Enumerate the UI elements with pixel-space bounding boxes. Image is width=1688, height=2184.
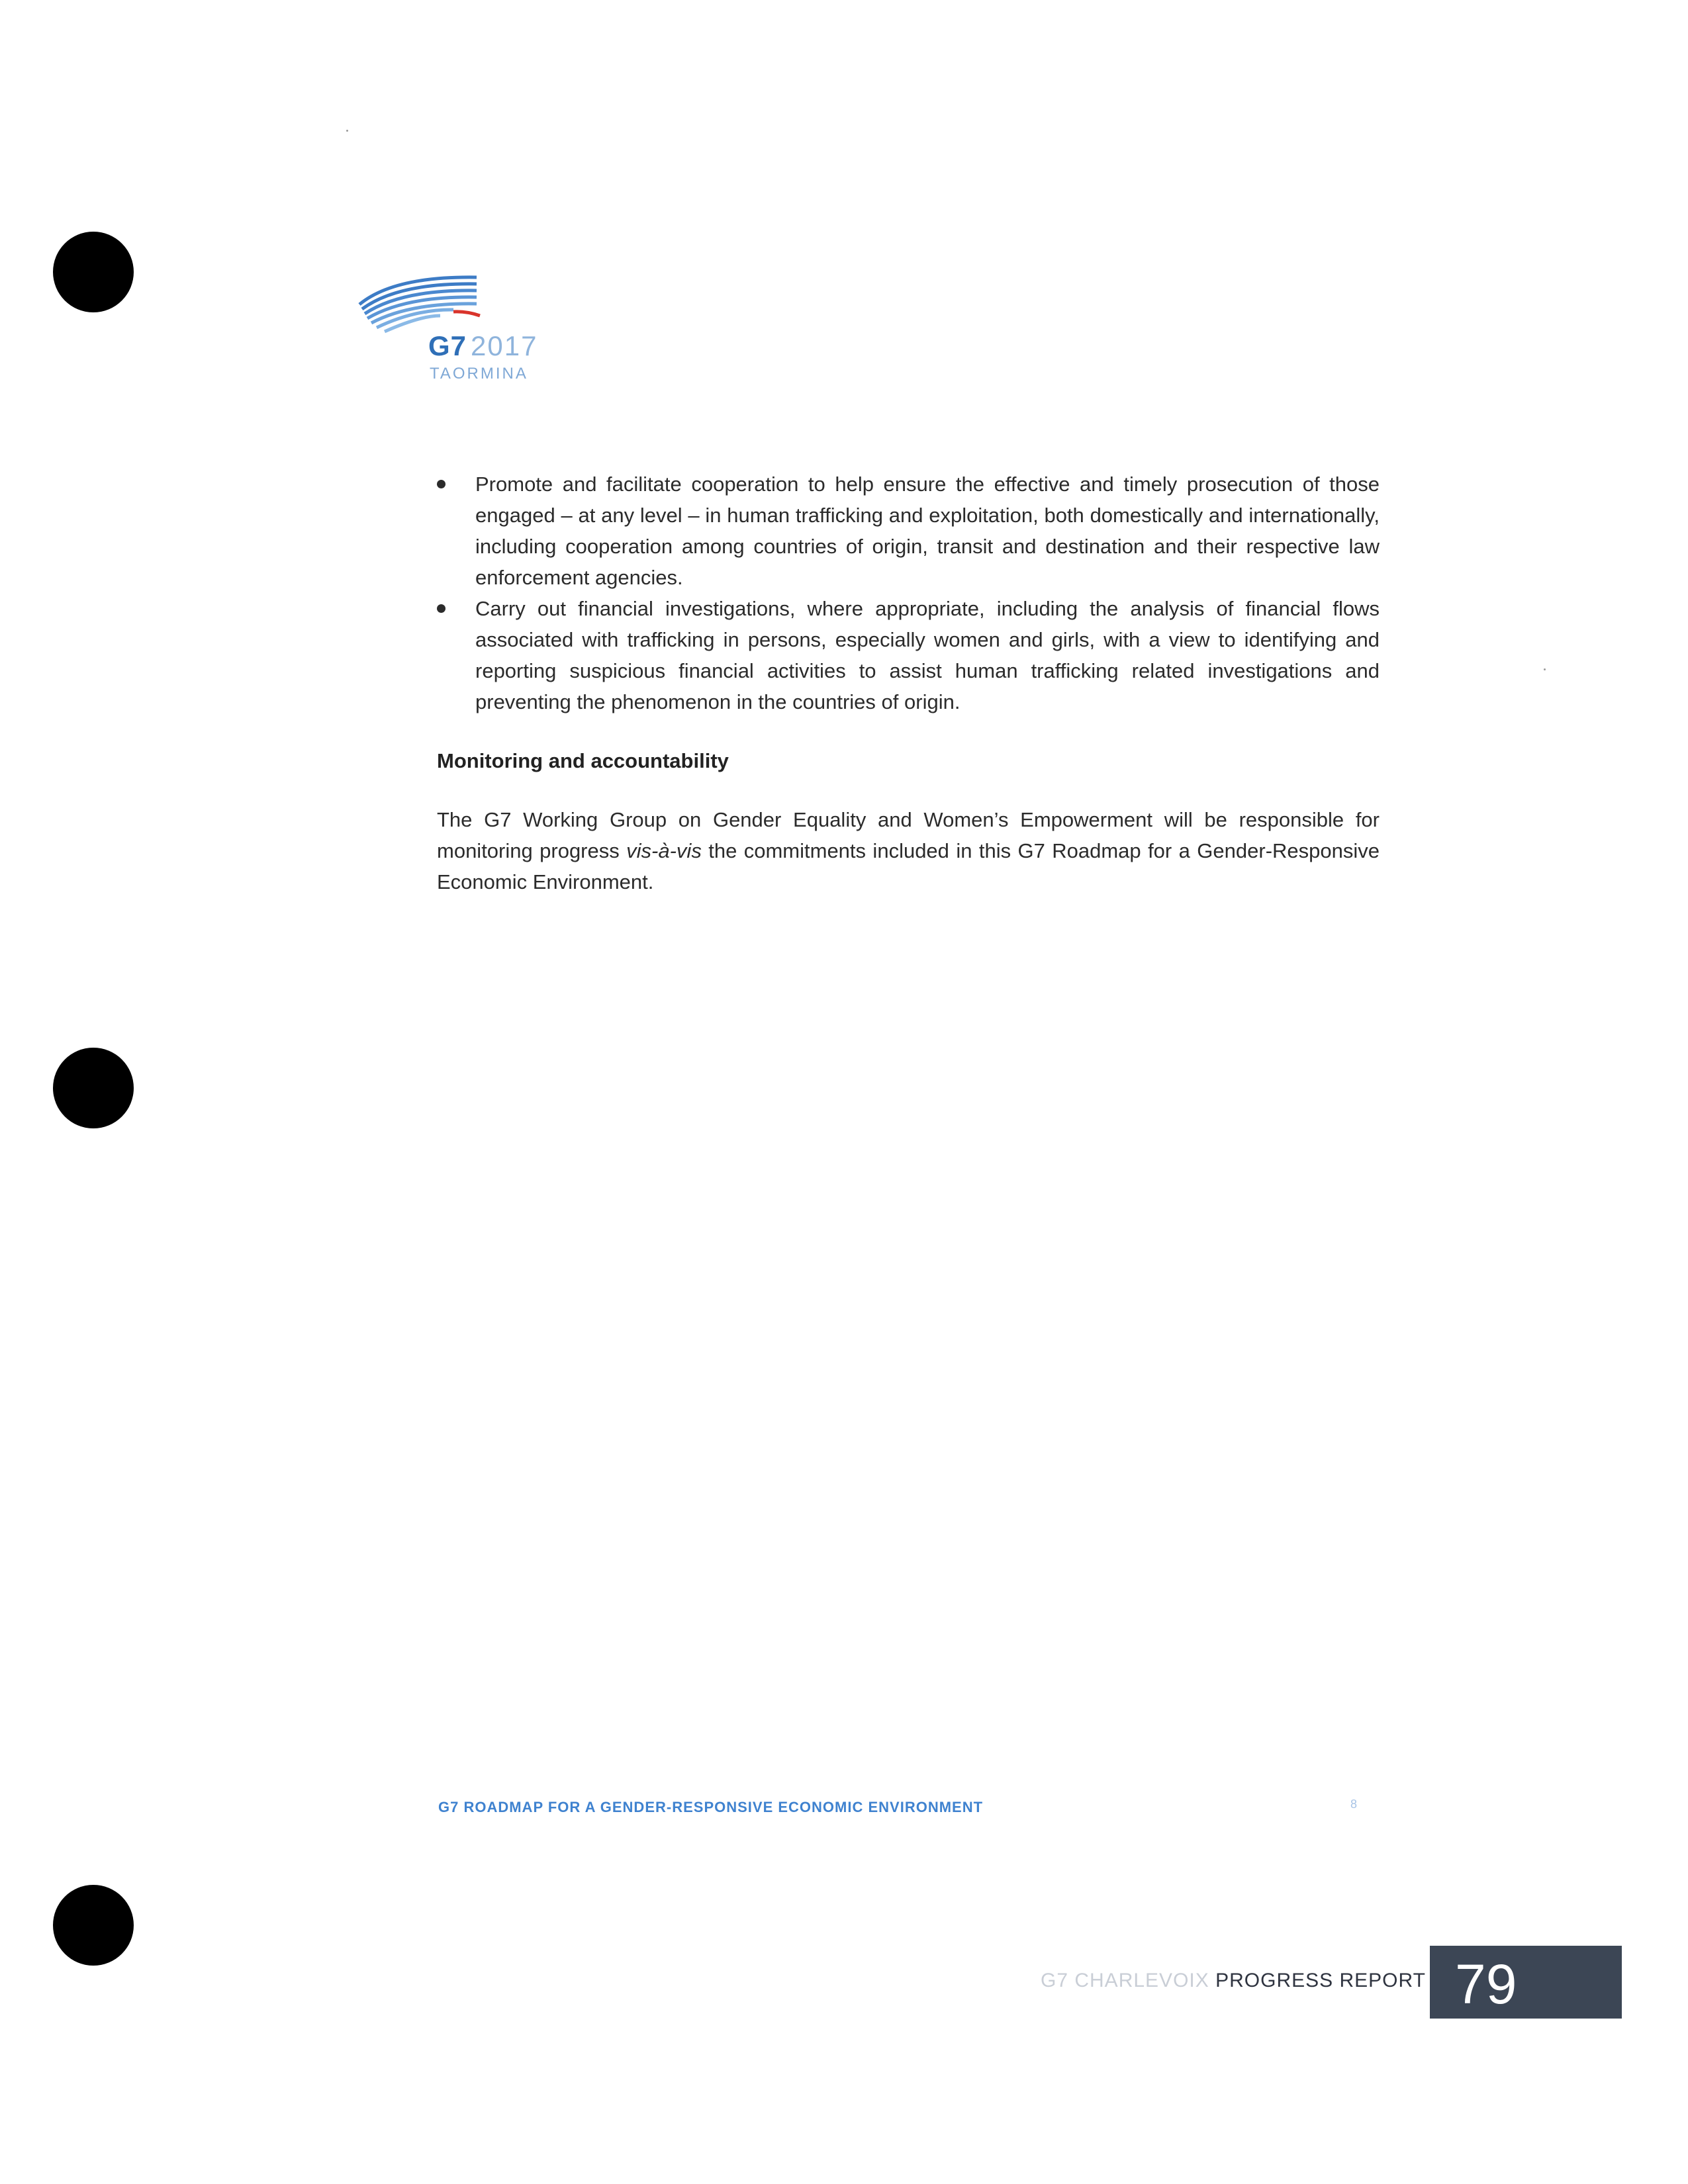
list-item-text: Promote and facilitate cooperation to help ensure the effective and timely prosecution of those engaged – at any level – in human trafficking and exploitation, both domestically and internationally, including cooperation among countries of origin, transit and destination and their respective law enforcement agencies. <box>475 473 1380 589</box>
paragraph-italic-term: vis-à-vis <box>626 839 702 862</box>
logo-arcs-icon <box>354 268 553 334</box>
logo-city-text: TAORMINA <box>430 365 528 383</box>
scan-speck <box>1544 668 1546 670</box>
list-item-text: Carry out financial investigations, where appropriate, including the analysis of financial flows associated with trafficking in persons, especially women and girls, with a view to identifying and reporting suspicious financial activities to assist human trafficking related investigations and preventing the phenomenon in the countries of origin. <box>475 597 1380 713</box>
g7-taormina-logo <box>354 268 553 394</box>
bullet-list <box>437 469 1380 717</box>
binder-hole-bottom <box>53 1885 134 1966</box>
paragraph-text-end: the commitments included in this G7 Roadmap for a Gender-Responsive Economic Environment. <box>437 839 1380 893</box>
report-label-strong: PROGRESS REPORT <box>1215 1970 1426 1991</box>
list-item <box>437 593 1380 717</box>
logo-g7-text: G7 <box>428 330 467 361</box>
running-footer: G7 ROADMAP FOR A GENDER-RESPONSIVE ECONOMIC ENVIRONMENT <box>438 1799 984 1815</box>
paragraph-text-start: The G7 Working Group on Gender Equality and Women’s Empowerment will be responsible for monitoring progress <box>437 808 1380 862</box>
page-number-box <box>1430 1946 1622 2019</box>
section-heading: Monitoring and accountability <box>437 749 729 772</box>
scan-speck <box>346 130 348 132</box>
report-label <box>1041 1970 1426 1992</box>
binder-hole-top <box>53 232 134 312</box>
bullet-icon <box>437 480 445 488</box>
page-number: 79 <box>1455 1953 1517 2015</box>
section-paragraph <box>437 804 1380 897</box>
report-label-faded: G7 CHARLEVOIX <box>1041 1970 1209 1991</box>
footer-mark: 8 <box>1350 1797 1358 1811</box>
logo-year-text: 2017 <box>471 330 538 361</box>
list-item <box>437 469 1380 593</box>
document-body <box>437 469 1380 897</box>
binder-hole-middle <box>53 1048 134 1128</box>
bullet-icon <box>437 604 445 613</box>
